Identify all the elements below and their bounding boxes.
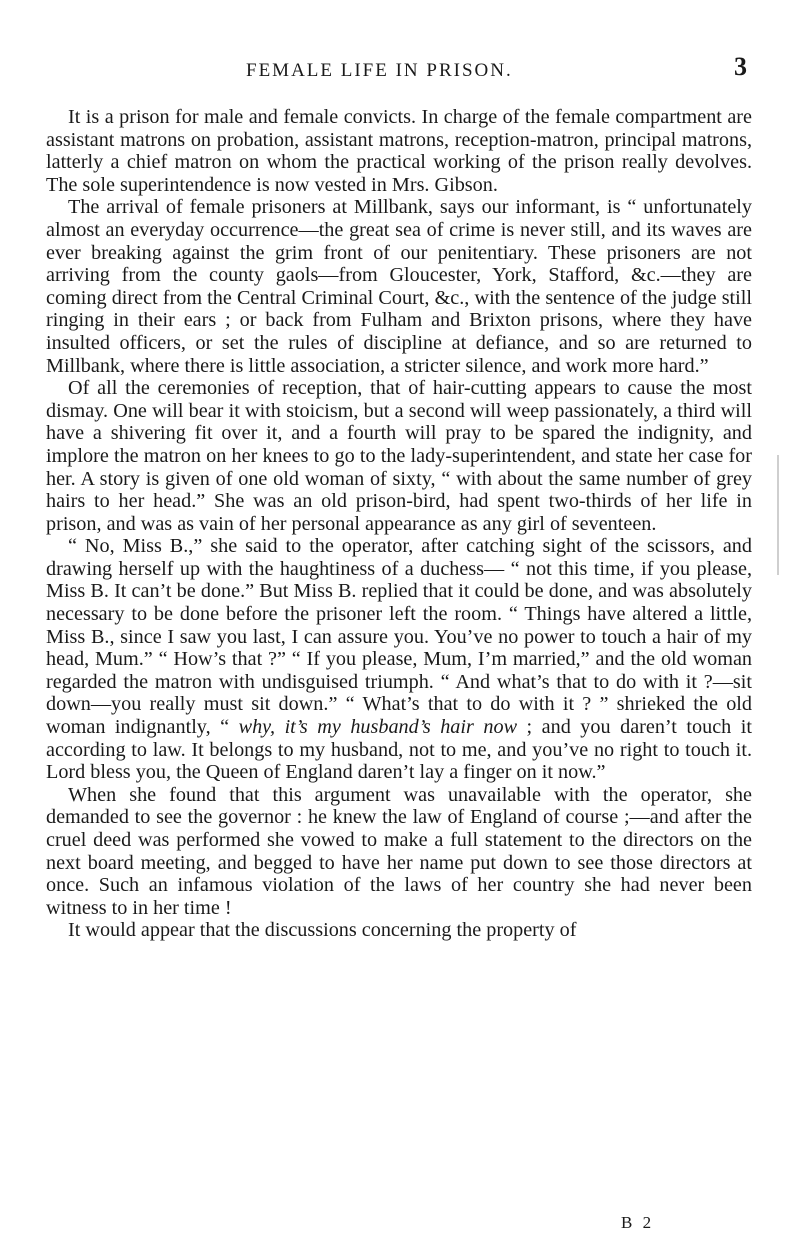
page-number: 3 — [734, 52, 747, 81]
paragraph — [46, 919, 752, 942]
paragraph-text: When she found that this argument was unavailable with the operator, she demanded to see the governor : he knew the law of England of course ;—and after the cruel deed was performed she vowed to make a full statement to the directors on the next board meeting, and begged to have her name put down to see those directors at once. Such an infamous violation of the laws of her country she had never been witness to in her time ! — [46, 783, 752, 919]
italic-quote: why, it’s my husband’s hair now — [238, 716, 518, 739]
running-title: FEMALE LIFE IN PRISON. — [246, 60, 513, 81]
paragraph-text: The arrival of female prisoners at Millbank, says our informant, is “ unfortunately almost an everyday occurrence—the great sea of crime is never still, and its waves are ever breaking against the grim front of our penitentiary. These prisoners are not arriving from the county gaols—from Gloucester, York, Stafford, &c.—they are coming direct from the Central Criminal Court, &c., with the sentence of the judge still ringing in their ears ; or back from Fulham and Brixton prisons, where they have insulted officers, or set the rules of discipline at defiance, and so are returned to Millbank, where there is little association, a stricter silence, and work more hard.” — [46, 196, 752, 377]
body-text — [46, 106, 752, 942]
paragraph — [46, 784, 752, 920]
paragraph-text: ; and you daren’t touch it according to law. It belongs to my husband, not to me, and you’ve no right to touch it. Lord bless you, the Queen of England daren’t lay a finger on it now.” — [46, 716, 752, 784]
paragraph-text: Of all the ceremonies of reception, that of hair-cutting appears to cause the most dismay. One will bear it with stoicism, but a second will weep passionately, a third will have a shivering fit over it, and a fourth will pray to be spared the indignity, and implore the matron on her knees to go to the lady-superintendent, and state her case for her. A story is given of one old woman of sixty, “ with about the same number of grey hairs to her head.” She was an old prison-bird, had spent two-thirds of her life in prison, and was as vain of her personal appearance as any girl of seventeen. — [46, 377, 752, 535]
paragraph-text: It would appear that the discussions concerning the property of — [68, 919, 577, 942]
paragraph — [46, 535, 752, 784]
paragraph — [46, 377, 752, 535]
paragraph-text: “ No, Miss B.,” she said to the operator, after catching sight of the scissors, and drawing herself up with the haughtiness of a duchess— “ not this time, if you please, Miss B. It can’t be done.” But Miss B. replied that it could be done, and was absolutely necessary to be done before the prisoner left the room. “ Things have altered a little, Miss B., since I saw you last, I can assure you. You’ve no power to touch a hair of my head, Mum.” “ How’s that ?” “ If you please, Mum, I’m married,” and the old woman regarded the matron with undisguised triumph. “ And what’s that to do with it ?—sit down—you really must sit down.” “ What’s that to do with it ? ” shrieked the old woman indignantly, “ — [46, 535, 752, 739]
paragraph — [46, 196, 752, 377]
signature-mark: B 2 — [621, 1213, 655, 1232]
paragraph — [46, 106, 752, 196]
paragraph-text: It is a prison for male and female convicts. In charge of the female compartment are assistant matrons on probation, assistant matrons, reception-matron, principal matrons, latterly a chief matron on whom the practical working of the prison really devolves. The sole superintendence is now vested in Mrs. Gibson. — [46, 106, 752, 196]
page-edge-shadow — [777, 455, 779, 575]
